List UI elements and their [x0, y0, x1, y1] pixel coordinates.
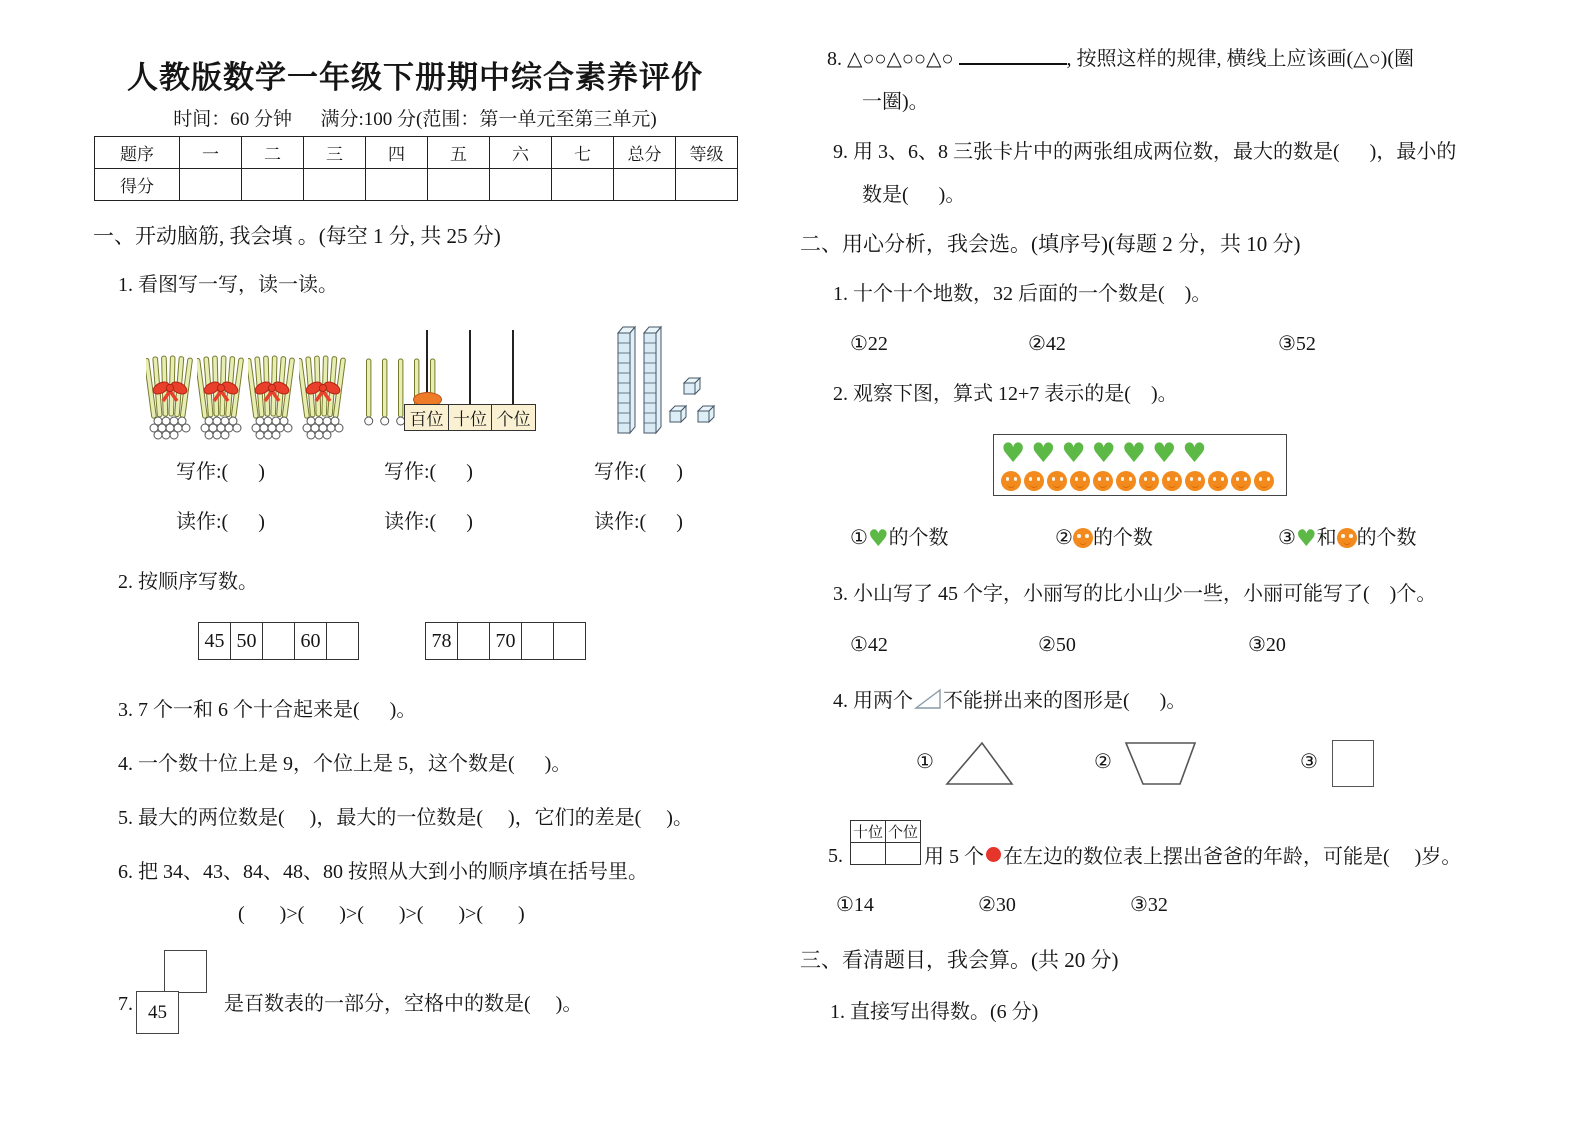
s2-q3-option-2: ②50 — [1038, 634, 1076, 656]
hundred-chart-fragment — [136, 950, 218, 1036]
s3-q1-text: 1. 直接写出得数。(6 分) — [830, 1001, 1039, 1023]
score-header-cell: 四 — [366, 137, 428, 169]
score-header-cell: 二 — [242, 137, 304, 169]
red-counter-icon — [986, 847, 1001, 862]
section1-heading: 一、开动脑筋, 我会填 。(每空 1 分, 共 25 分) — [93, 224, 501, 248]
s1-q8-line1 — [827, 47, 1414, 72]
pv-empty-cell — [851, 843, 886, 865]
square-shape — [1332, 740, 1374, 787]
number-sequence-2 — [425, 622, 586, 660]
stick-bundle-icon — [248, 350, 296, 444]
score-empty-cell — [428, 169, 490, 201]
single-stick-icon — [379, 350, 392, 444]
option-text: 的个数 — [1092, 527, 1153, 549]
s2-q2-option-1 — [850, 526, 949, 551]
s2-q5-option-3: ③32 — [1130, 894, 1168, 916]
score-empty-cell — [676, 169, 738, 201]
seq-cell: 70 — [490, 623, 522, 660]
smiley-icon — [1185, 471, 1205, 491]
seq-cell-blank — [522, 623, 554, 660]
heart-icon: ♥ — [1152, 437, 1177, 469]
option-text: 的个数 — [888, 527, 949, 549]
s2-q5-text — [924, 840, 1461, 869]
counter-rod — [469, 330, 471, 404]
smiley-icon — [1024, 471, 1044, 491]
unit-cube-icon — [682, 376, 702, 396]
smiley-icon — [1231, 471, 1251, 491]
counter-rod — [512, 330, 514, 404]
score-empty-cell — [614, 169, 676, 201]
option-number: ③ — [1278, 527, 1296, 549]
place-value-label: 十位 — [448, 404, 493, 431]
hearts-smileys-figure — [993, 434, 1287, 496]
triangle-shape — [944, 738, 1016, 790]
s1-q1-text: 1. 看图写一写，读一读。 — [118, 274, 338, 296]
seq-cell-blank — [327, 623, 359, 660]
s2-q5-option-2: ②30 — [978, 894, 1016, 916]
heart-icon: ♥ — [1091, 437, 1116, 469]
score-header-cell: 题序 — [95, 137, 180, 169]
place-value-label: 个位 — [491, 404, 536, 431]
counter-base — [404, 404, 536, 431]
q4-suffix: 不能拼出来的图形是( )。 — [943, 690, 1187, 712]
smiley-icon — [1254, 471, 1274, 491]
seq-cell: 45 — [199, 623, 231, 660]
read-label-2: 读作:( ) — [384, 511, 473, 533]
smiley-icon — [1073, 528, 1093, 548]
s2-q2-option-2 — [1055, 526, 1153, 551]
s2-q3-option-3: ③20 — [1248, 634, 1286, 656]
stick-bundle-icon — [299, 350, 347, 444]
hundred-chart-value: 45 — [148, 1001, 167, 1023]
smileys-row — [1001, 469, 1279, 493]
heart-icon: ♥ — [1061, 437, 1086, 469]
shape-label-2: ② — [1094, 751, 1112, 773]
q8-blank-line — [959, 59, 1067, 65]
s1-q6-blanks: ( )>( )>( )>( )>( ) — [238, 903, 525, 925]
q4-prefix: 4. 用两个 — [833, 690, 913, 712]
place-value-counter — [403, 330, 553, 440]
score-empty-cell — [180, 169, 242, 201]
s1-q5-text: 5. 最大的两位数是( )，最大的一位数是( )，它们的差是( )。 — [118, 807, 693, 829]
s1-q7-text: 是百数表的一部分，空格中的数是( )。 — [224, 993, 583, 1015]
smiley-icon — [1139, 471, 1159, 491]
s2-q1-option-1: ①22 — [850, 333, 888, 355]
number-sequence-1 — [198, 622, 359, 660]
q5-suffix: 在左边的数位表上摆出爸爸的年龄，可能是( )岁。 — [1003, 846, 1462, 868]
write-label-3: 写作:( ) — [594, 461, 683, 483]
score-header-cell: 总分 — [614, 137, 676, 169]
s1-q7-number: 7. — [118, 993, 133, 1015]
write-label-2: 写作:( ) — [384, 461, 473, 483]
stick-bundle-icon — [197, 350, 245, 444]
heart-icon: ♥ — [1001, 437, 1026, 469]
seq-cell-blank — [458, 623, 490, 660]
hundred-chart-value-cell — [136, 991, 179, 1034]
s1-q3-text: 3. 7 个一和 6 个十合起来是( )。 — [118, 699, 417, 721]
score-header-cell: 三 — [304, 137, 366, 169]
seq-cell: 60 — [295, 623, 327, 660]
s1-q2-text: 2. 按顺序写数。 — [118, 571, 258, 593]
section3-heading: 三、看清题目，我会算。(共 20 分) — [800, 948, 1119, 972]
s1-q6-text: 6. 把 34、43、84、48、80 按照从大到小的顺序填在括号里。 — [118, 861, 648, 883]
seq-cell-blank — [263, 623, 295, 660]
ten-rod-icon — [640, 324, 664, 436]
q8-after: , 按照这样的规律, 横线上应该画(△○)(圈 — [1066, 48, 1414, 70]
unit-cube-icon — [696, 404, 716, 424]
pv-empty-cell — [886, 843, 921, 865]
option-text: 的个数 — [1356, 527, 1417, 549]
s2-q3-option-1: ①42 — [850, 634, 888, 656]
seq-cell: 50 — [231, 623, 263, 660]
s2-q3-text: 3. 小山写了 45 个字，小丽写的比小山少一些，小丽可能写了( )个。 — [833, 583, 1437, 605]
score-table-header-row — [95, 137, 738, 169]
blocks-figure — [600, 324, 722, 436]
score-empty-cell — [366, 169, 428, 201]
heart-icon: ♥ — [1121, 437, 1147, 469]
stick-bundle-icon — [146, 350, 194, 444]
single-stick-icon — [363, 350, 376, 444]
heart-icon: ♥ — [1182, 437, 1207, 469]
smiley-icon — [1208, 471, 1228, 491]
pv-header: 个位 — [886, 821, 921, 843]
s2-q5-number: 5. — [828, 845, 843, 867]
exam-subtitle: 时间：60 分钟 满分:100 分(范围：第一单元至第三单元) — [173, 109, 657, 130]
read-label-3: 读作:( ) — [594, 511, 683, 533]
score-header-cell: 六 — [490, 137, 552, 169]
score-empty-cell — [242, 169, 304, 201]
s2-q1-option-3: ③52 — [1278, 333, 1316, 355]
s1-q4-text: 4. 一个数十位上是 9，个位上是 5，这个数是( )。 — [118, 753, 572, 775]
score-header-cell: 等级 — [676, 137, 738, 169]
s2-q2-option-3 — [1278, 526, 1417, 551]
heart-icon: ♥ — [1031, 437, 1056, 469]
option-text: 和 — [1316, 527, 1337, 549]
q5-place-value-table — [850, 820, 921, 865]
shape-label-1: ① — [916, 751, 934, 773]
s1-q8-line2: 一圈)。 — [862, 91, 929, 113]
place-value-label: 百位 — [404, 404, 449, 431]
smiley-icon — [1337, 528, 1357, 548]
trapezoid-shape — [1122, 738, 1200, 790]
score-table-score-row — [95, 169, 738, 201]
score-header-cell: 五 — [428, 137, 490, 169]
sticks-figure — [146, 350, 440, 444]
score-header-cell: 七 — [552, 137, 614, 169]
score-table — [94, 136, 738, 201]
ten-rod-icon — [614, 324, 638, 436]
heart-icon: ♥ — [1295, 526, 1317, 552]
smiley-icon — [1162, 471, 1182, 491]
section2-heading: 二、用心分析，我会选。(填序号)(每题 2 分，共 10 分) — [800, 232, 1301, 256]
s2-q2-text: 2. 观察下图，算式 12+7 表示的是( )。 — [833, 383, 1178, 405]
heart-icon: ♥ — [867, 526, 889, 552]
s1-q9-line2: 数是( )。 — [862, 184, 966, 206]
q8-pattern: △○○△○○△○ — [847, 48, 959, 70]
s2-q4-text — [833, 684, 1186, 713]
shape-label-3: ③ — [1300, 751, 1318, 773]
score-header-cell: 一 — [180, 137, 242, 169]
s2-q5-option-1: ①14 — [836, 894, 874, 916]
smiley-icon — [1093, 471, 1113, 491]
read-label-1: 读作:( ) — [176, 511, 265, 533]
smiley-icon — [1116, 471, 1136, 491]
score-empty-cell — [490, 169, 552, 201]
q8-number: 8. — [827, 48, 842, 70]
score-row-label: 得分 — [95, 169, 180, 201]
s2-q1-option-2: ②42 — [1028, 333, 1066, 355]
hundred-chart-blank-cell — [164, 950, 207, 993]
s1-q9-line1: 9. 用 3、6、8 三张卡片中的两张组成两位数，最大的数是( )，最小的 — [833, 141, 1457, 163]
unit-cube-icon — [668, 404, 688, 424]
option-number: ① — [850, 527, 868, 549]
exam-title: 人教版数学一年级下册期中综合素养评价 — [127, 60, 703, 95]
small-triangle-icon — [913, 686, 943, 712]
hearts-row — [1001, 437, 1279, 469]
smiley-icon — [1070, 471, 1090, 491]
smiley-icon — [1001, 471, 1021, 491]
write-label-1: 写作:( ) — [176, 461, 265, 483]
option-number: ② — [1055, 527, 1073, 549]
s2-q1-text: 1. 十个十个地数，32 后面的一个数是( )。 — [833, 283, 1212, 305]
score-empty-cell — [304, 169, 366, 201]
seq-cell-blank — [554, 623, 586, 660]
pv-header: 十位 — [851, 821, 886, 843]
smiley-icon — [1047, 471, 1067, 491]
seq-cell: 78 — [426, 623, 458, 660]
q5-prefix: 用 5 个 — [924, 846, 984, 868]
score-empty-cell — [552, 169, 614, 201]
